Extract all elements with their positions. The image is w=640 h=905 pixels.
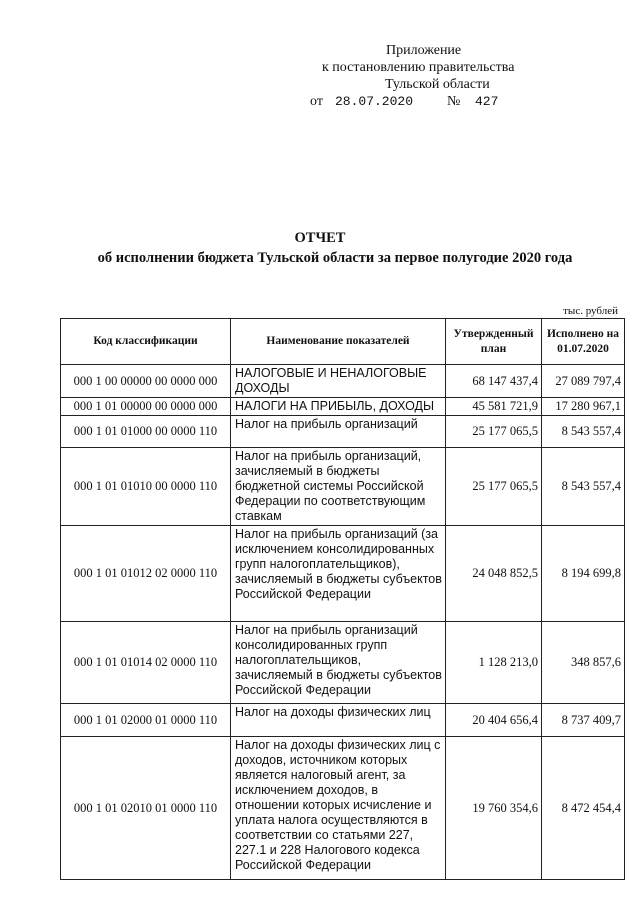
date-prefix: от xyxy=(310,94,323,109)
table-row xyxy=(61,704,625,737)
appendix-date-line xyxy=(300,93,560,110)
units-label: тыс. рублей xyxy=(563,305,618,317)
row-plan: 25 177 065,5 xyxy=(446,416,542,448)
row-done: 348 857,6 xyxy=(542,622,625,704)
table-row xyxy=(61,365,625,398)
row-code: 000 1 01 01012 02 0000 110 xyxy=(61,526,231,622)
row-name: Налог на прибыль организаций xyxy=(231,416,446,448)
row-code: 000 1 01 01000 00 0000 110 xyxy=(61,416,231,448)
appendix-line-1: Приложение xyxy=(386,43,462,58)
row-code: 000 1 01 02000 01 0000 110 xyxy=(61,704,231,737)
header-plan: Утвержденный план xyxy=(446,319,542,365)
row-code: 000 1 01 00000 00 0000 000 xyxy=(61,398,231,416)
row-plan: 24 048 852,5 xyxy=(446,526,542,622)
header-done: Исполнено на 01.07.2020 xyxy=(542,319,625,365)
report-title xyxy=(0,228,640,268)
row-done: 8 543 557,4 xyxy=(542,416,625,448)
row-plan: 45 581 721,9 xyxy=(446,398,542,416)
row-name: Налог на доходы физических лиц xyxy=(231,704,446,737)
row-done: 17 280 967,1 xyxy=(542,398,625,416)
appendix-line-2: к постановлению правительства xyxy=(322,60,515,75)
row-done: 8 194 699,8 xyxy=(542,526,625,622)
row-done: 8 737 409,7 xyxy=(542,704,625,737)
row-plan: 19 760 354,6 xyxy=(446,737,542,880)
table-row xyxy=(61,416,625,448)
row-done: 8 543 557,4 xyxy=(542,448,625,526)
row-code: 000 1 01 01010 00 0000 110 xyxy=(61,448,231,526)
row-name: НАЛОГОВЫЕ И НЕНАЛОГОВЫЕ ДОХОДЫ xyxy=(231,365,446,398)
row-code: 000 1 01 01014 02 0000 110 xyxy=(61,622,231,704)
row-name: Налог на прибыль организаций консолидированных групп налогоплательщиков, зачисляемый в бюджеты субъектов Российской Федерации xyxy=(231,622,446,704)
table-row xyxy=(61,737,625,880)
row-done: 27 089 797,4 xyxy=(542,365,625,398)
table-row xyxy=(61,526,625,622)
budget-table xyxy=(60,318,625,880)
row-plan: 1 128 213,0 xyxy=(446,622,542,704)
resolution-number: 427 xyxy=(475,94,499,109)
appendix-block xyxy=(300,42,560,110)
row-name: Налог на доходы физических лиц с доходов, источником которых является налоговый агент, за исключением доходов, в отношении которых исчисление и уплата налога осуществляются в соответствии со статьями 227, 227.1 и 228 Налогового кодекса Российской Федерации xyxy=(231,737,446,880)
table-row xyxy=(61,398,625,416)
table-row xyxy=(61,448,625,526)
row-name: Налог на прибыль организаций, зачисляемый в бюджеты бюджетной системы Российской Федерации по соответствующим ставкам xyxy=(231,448,446,526)
row-done: 8 472 454,4 xyxy=(542,737,625,880)
resolution-date: 28.07.2020 xyxy=(335,94,414,109)
table-header-row xyxy=(61,319,625,365)
row-code: 000 1 00 00000 00 0000 000 xyxy=(61,365,231,398)
row-plan: 68 147 437,4 xyxy=(446,365,542,398)
row-name: НАЛОГИ НА ПРИБЫЛЬ, ДОХОДЫ xyxy=(231,398,446,416)
header-name: Наименование показателей xyxy=(231,319,446,365)
row-code: 000 1 01 02010 01 0000 110 xyxy=(61,737,231,880)
row-name: Налог на прибыль организаций (за исключением консолидированных групп налогоплательщиков), зачисляемый в бюджеты субъектов Российской Федерации xyxy=(231,526,446,622)
row-plan: 25 177 065,5 xyxy=(446,448,542,526)
appendix-line-3: Тульской области xyxy=(385,77,490,92)
row-plan: 20 404 656,4 xyxy=(446,704,542,737)
title-line-2: об исполнении бюджета Тульской области за первое полугодие 2020 года xyxy=(97,250,573,266)
title-line-1: ОТЧЕТ xyxy=(294,230,346,246)
table-row xyxy=(61,622,625,704)
number-prefix: № xyxy=(447,94,461,109)
header-code: Код классификации xyxy=(61,319,231,365)
